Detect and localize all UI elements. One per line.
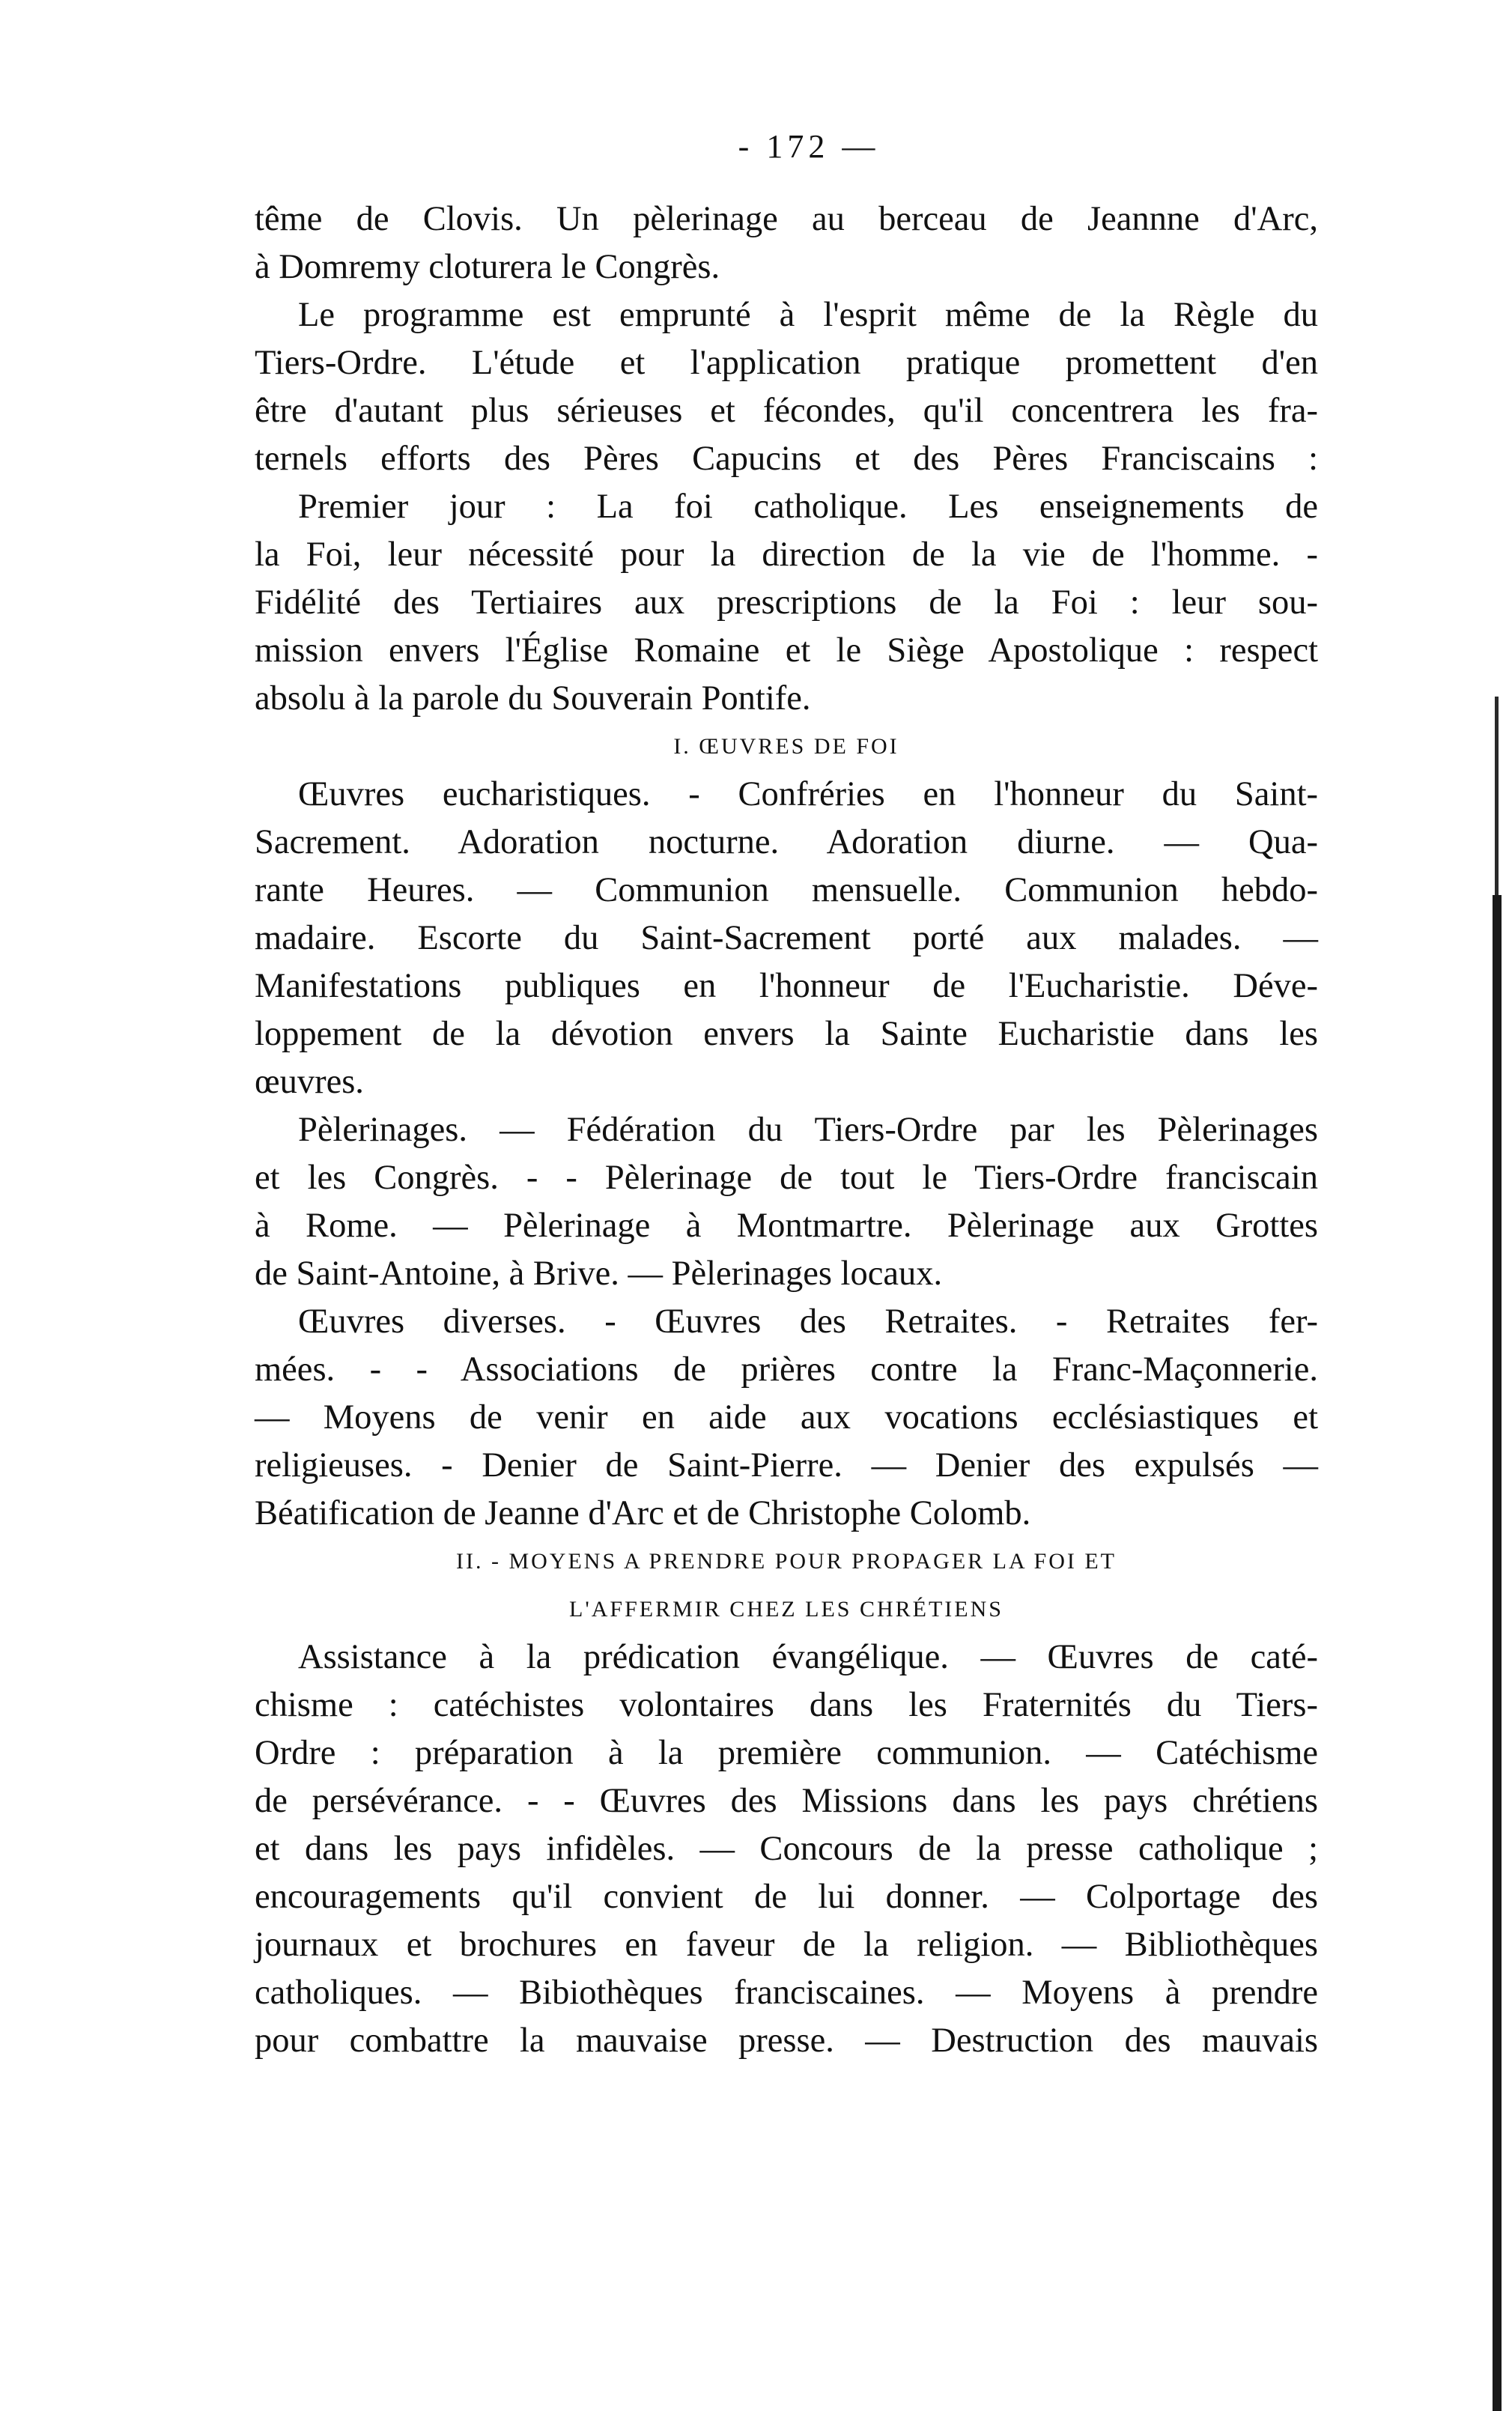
text-line: ternels efforts des Pères Capucins et des Pères Franciscains : [255, 440, 1318, 478]
scan-edge-shadow [1495, 697, 1499, 899]
text-line: absolu à la parole du Souverain Pontife. [255, 679, 811, 718]
text-line: Manifestations publiques en l'honneur de l'Eucharistie. Déve- [255, 967, 1318, 1005]
text-line: mission envers l'Église Romaine et le Siège Apostolique : respect [255, 631, 1318, 670]
page-number: - 172 — [738, 128, 880, 165]
text-line: tême de Clovis. Un pèlerinage au berceau de Jeannne d'Arc, [255, 200, 1318, 238]
text-line: chisme : catéchistes volontaires dans les Fraternités du Tiers- [255, 1686, 1318, 1724]
text-line: être d'autant plus sérieuses et fécondes, qu'il concentrera les fra- [255, 392, 1318, 430]
text-line: Assistance à la prédication évangélique. — Œuvres de caté- [298, 1638, 1318, 1676]
text-line: la Foi, leur nécessité pour la direction de la vie de l'homme. - [255, 536, 1318, 574]
paragraph-2 [255, 291, 1318, 483]
paragraph-6 [255, 1298, 1318, 1538]
book-page [255, 127, 1318, 2065]
text-line: encouragements qu'il convient de lui donner. — Colportage des [255, 1878, 1318, 1916]
paragraph-3 [255, 483, 1318, 723]
text-line: Œuvres diverses. - Œuvres des Retraites. - Retraites fer- [298, 1302, 1318, 1341]
section-heading-1: I. ŒUVRES DE FOI [673, 734, 899, 759]
paragraph-4 [255, 771, 1318, 1106]
heading-line: L'AFFERMIR CHEZ LES CHRÉTIENS [569, 1597, 1004, 1622]
scan-edge-bar [1493, 895, 1502, 2411]
text-line: à Domremy cloturera le Congrès. [255, 248, 720, 286]
text-line: à Rome. — Pèlerinage à Montmartre. Pèlerinage aux Grottes [255, 1207, 1318, 1245]
text-line: Fidélité des Tertiaires aux prescriptions de la Foi : leur sou- [255, 583, 1318, 622]
text-line: Sacrement. Adoration nocturne. Adoration diurne. — Qua- [255, 823, 1318, 861]
text-line: loppement de la dévotion envers la Sainte Eucharistie dans les [255, 1015, 1318, 1053]
text-line: Ordre : préparation à la première communion. — Catéchisme [255, 1734, 1318, 1772]
text-line: œuvres. [255, 1063, 364, 1101]
text-line: et dans les pays infidèles. — Concours de la presse catholique ; [255, 1830, 1318, 1868]
text-line: pour combattre la mauvaise presse. — Destruction des mauvais [255, 2022, 1318, 2060]
text-line: Œuvres eucharistiques. - Confréries en l'honneur du Saint- [298, 775, 1318, 813]
text-line: de Saint-Antoine, à Brive. — Pèlerinages locaux. [255, 1255, 943, 1293]
text-line: Tiers-Ordre. L'étude et l'application pratique promettent d'en [255, 344, 1318, 382]
text-line: et les Congrès. - - Pèlerinage de tout le Tiers-Ordre franciscain [255, 1159, 1318, 1197]
text-line: Le programme est emprunté à l'esprit même de la Règle du [298, 296, 1318, 334]
text-line: — Moyens de venir en aide aux vocations ecclésiastiques et [255, 1398, 1318, 1437]
text-line: journaux et brochures en faveur de la religion. — Bibliothèques [255, 1926, 1318, 1964]
text-line: religieuses. - Denier de Saint-Pierre. — Denier des expulsés — [255, 1446, 1318, 1484]
text-line: Béatification de Jeanne d'Arc et de Christophe Colomb. [255, 1494, 1031, 1532]
section-heading-2 [255, 1538, 1318, 1634]
text-line: Pèlerinages. — Fédération du Tiers-Ordre par les Pèlerinages [298, 1111, 1318, 1149]
paragraph-1 [255, 195, 1318, 291]
paragraph-7 [255, 1634, 1318, 2065]
text-line: catholiques. — Bibiothèques franciscaines. — Moyens à prendre [255, 1974, 1318, 2012]
paragraph-5 [255, 1106, 1318, 1298]
text-line: de persévérance. - - Œuvres des Missions dans les pays chrétiens [255, 1782, 1318, 1820]
text-line: madaire. Escorte du Saint-Sacrement porté aux malades. — [255, 919, 1318, 957]
text-line: Premier jour : La foi catholique. Les enseignements de [298, 488, 1318, 526]
heading-line: II. - MOYENS A PRENDRE POUR PROPAGER LA FOI ET [456, 1549, 1117, 1574]
text-line: rante Heures. — Communion mensuelle. Communion hebdo- [255, 871, 1318, 909]
text-line: mées. - - Associations de prières contre la Franc-Maçonnerie. [255, 1350, 1318, 1389]
